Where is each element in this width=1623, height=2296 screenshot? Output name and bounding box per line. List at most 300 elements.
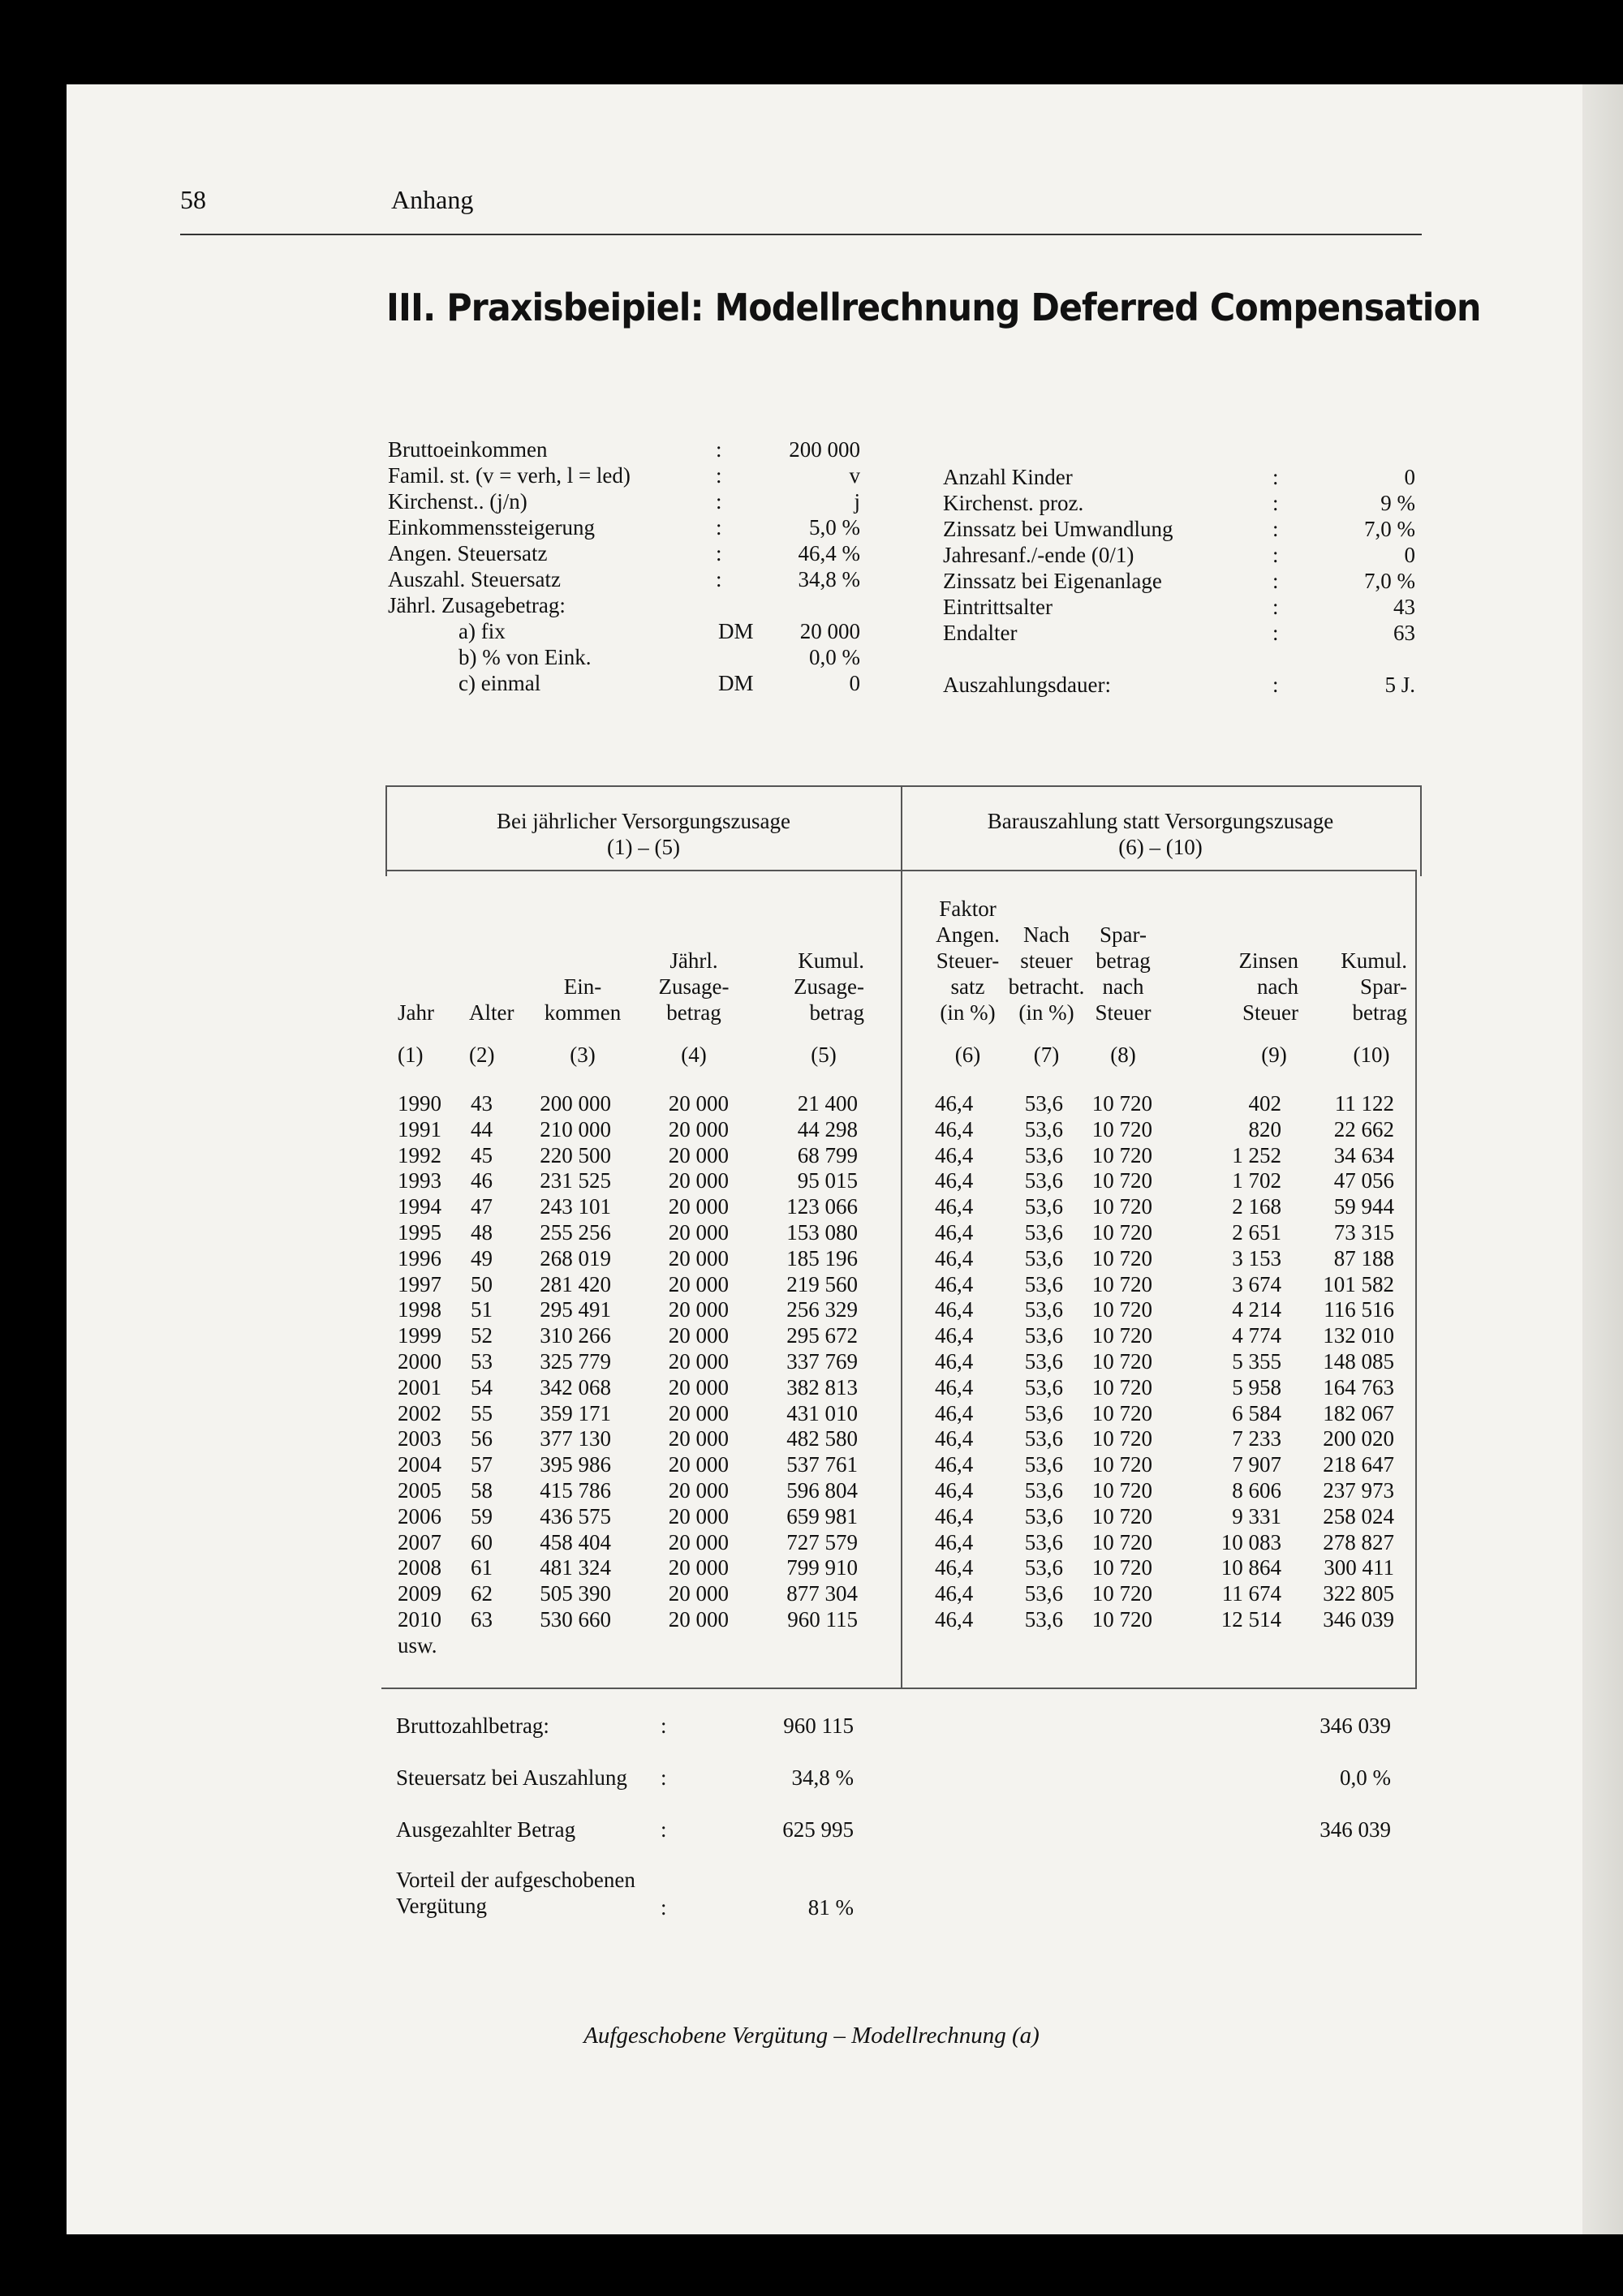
summary-value-deferred: 625 995 <box>782 1817 854 1842</box>
table-cell: 20 000 <box>668 1245 729 1271</box>
table-cell: 20 000 <box>668 1142 729 1167</box>
param-value: 200 000 <box>789 437 860 462</box>
param-label: Einkommenssteigerung <box>388 515 595 540</box>
table-cell: 59 <box>471 1503 493 1529</box>
table-rule <box>381 1688 1417 1689</box>
table-cell: 2009 <box>398 1581 441 1606</box>
table-cell: 53,6 <box>1024 1555 1063 1580</box>
param-separator: : <box>716 567 722 591</box>
table-cell: 337 769 <box>786 1349 858 1374</box>
figure-caption: Aufgeschobene Vergütung – Modellrechnung (a) <box>583 2023 1040 2049</box>
table-cell: 237 973 <box>1323 1478 1394 1503</box>
param-value: v <box>849 463 860 488</box>
param-label: Auszahlungsdauer: <box>943 673 1111 697</box>
table-cell: 799 910 <box>786 1555 858 1580</box>
column-header: Jahr <box>398 1000 434 1025</box>
table-cell: 10 720 <box>1091 1607 1152 1632</box>
column-number: (5) <box>811 1043 837 1067</box>
column-number: (4) <box>681 1043 707 1067</box>
param-value: 9 % <box>1380 491 1415 515</box>
table-rule <box>385 785 1422 787</box>
table-cell: 5 958 <box>1232 1374 1281 1400</box>
table-cell: 7 233 <box>1232 1426 1281 1451</box>
table-cell: 46,4 <box>935 1168 974 1193</box>
table-cell: 46,4 <box>935 1555 974 1580</box>
table-cell: 47 <box>471 1194 493 1219</box>
table-cell: 218 647 <box>1323 1452 1394 1477</box>
column-header: Faktor Angen. Steuer- satz (in %) <box>936 896 1000 1025</box>
param-unit: DM <box>718 619 754 643</box>
param-label: Jahresanf./-ende (0/1) <box>943 543 1134 567</box>
table-cell: 53,6 <box>1024 1349 1063 1374</box>
table-cell: 43 <box>471 1091 493 1116</box>
summary-label: Bruttozahlbetrag: <box>396 1713 549 1738</box>
table-cell: 47 056 <box>1333 1168 1394 1193</box>
table-cell: 482 580 <box>786 1426 858 1451</box>
table-cell: 87 188 <box>1333 1245 1394 1271</box>
table-cell: 3 674 <box>1232 1271 1281 1296</box>
table-cell: 62 <box>471 1581 493 1606</box>
table-cell: 2005 <box>398 1478 441 1503</box>
table-cell: 20 000 <box>668 1091 729 1116</box>
table-cell: 2007 <box>398 1529 441 1554</box>
table-cell: 377 130 <box>540 1426 611 1451</box>
running-header: Anhang <box>391 185 474 214</box>
table-cell: 20 000 <box>668 1220 729 1245</box>
table-cell: 278 827 <box>1323 1529 1394 1554</box>
table-cell: 148 085 <box>1323 1349 1394 1374</box>
table-cell: 53,6 <box>1024 1168 1063 1193</box>
table-cell: 530 660 <box>540 1607 611 1632</box>
table-cell: 5 355 <box>1232 1349 1281 1374</box>
table-cell: 295 491 <box>540 1297 611 1322</box>
table-cell: 11 674 <box>1221 1581 1281 1606</box>
param-value: 34,8 % <box>798 567 860 591</box>
param-label: Angen. Steuersatz <box>388 541 548 565</box>
table-cell: 20 000 <box>668 1607 729 1632</box>
table-cell: 322 805 <box>1323 1581 1394 1606</box>
table-cell: 46,4 <box>935 1271 974 1296</box>
table-cell: 34 634 <box>1333 1142 1394 1167</box>
summary-separator: : <box>661 1713 667 1738</box>
table-cell: 123 066 <box>786 1194 858 1219</box>
table-cell: 46,4 <box>935 1116 974 1142</box>
table-cell: 415 786 <box>540 1478 611 1503</box>
column-header: Zinsen nach Steuer <box>1238 948 1298 1025</box>
table-cell: 10 720 <box>1091 1194 1152 1219</box>
table-cell: 359 171 <box>540 1400 611 1425</box>
table-cell: 20 000 <box>668 1555 729 1580</box>
table-cell: 54 <box>471 1374 493 1400</box>
table-cell: 10 720 <box>1091 1245 1152 1271</box>
page-number: 58 <box>180 185 206 214</box>
table-cell: 281 420 <box>540 1271 611 1296</box>
table-cell: 8 606 <box>1232 1478 1281 1503</box>
column-header: Spar- betrag nach Steuer <box>1095 922 1152 1025</box>
table-cell: 46,4 <box>935 1142 974 1167</box>
summary-value-cash: 346 039 <box>1319 1713 1391 1738</box>
table-cell: 727 579 <box>786 1529 858 1554</box>
table-cell: 20 000 <box>668 1168 729 1193</box>
table-cell: 2010 <box>398 1607 441 1632</box>
header-rule <box>180 234 1422 235</box>
table-cell: 1 252 <box>1232 1142 1281 1167</box>
table-cell: 10 720 <box>1091 1426 1152 1451</box>
param-separator: : <box>1272 465 1279 489</box>
table-cell: 21 400 <box>797 1091 858 1116</box>
param-value: 7,0 % <box>1364 569 1415 593</box>
table-cell: 164 763 <box>1323 1374 1394 1400</box>
param-value: 5,0 % <box>809 515 860 540</box>
table-cell: 9 331 <box>1232 1503 1281 1529</box>
table-cell: 219 560 <box>786 1271 858 1296</box>
summary-label: Vorteil der aufgeschobenen <box>396 1868 635 1892</box>
param-label: a) fix <box>458 619 506 643</box>
table-cell: 877 304 <box>786 1581 858 1606</box>
table-cell: 53,6 <box>1024 1478 1063 1503</box>
table-cell: 53,6 <box>1024 1374 1063 1400</box>
table-cell: 10 720 <box>1091 1529 1152 1554</box>
param-value: 20 000 <box>799 619 860 643</box>
table-cell: 58 <box>471 1478 493 1503</box>
table-cell: 2 168 <box>1232 1194 1281 1219</box>
table-cell: 10 720 <box>1091 1374 1152 1400</box>
param-label: Anzahl Kinder <box>943 465 1073 489</box>
table-cell: 10 720 <box>1091 1452 1152 1477</box>
table-cell: 2000 <box>398 1349 441 1374</box>
param-separator: : <box>1272 543 1279 567</box>
table-cell: 53,6 <box>1024 1116 1063 1142</box>
param-value: 0,0 % <box>809 645 860 669</box>
table-cell: 20 000 <box>668 1426 729 1451</box>
table-cell: 3 153 <box>1232 1245 1281 1271</box>
param-separator: : <box>1272 595 1279 619</box>
table-cell: 505 390 <box>540 1581 611 1606</box>
column-header: Nach steuer betracht. (in %) <box>1008 922 1085 1025</box>
param-value: 0 <box>849 671 860 695</box>
table-cell: 7 907 <box>1232 1452 1281 1477</box>
table-cell: 1998 <box>398 1297 441 1322</box>
table-cell: 1990 <box>398 1091 441 1116</box>
table-rule <box>1420 785 1422 876</box>
table-cell: 46,4 <box>935 1220 974 1245</box>
table-cell: 659 981 <box>786 1503 858 1529</box>
table-cell: 46,4 <box>935 1503 974 1529</box>
table-cell: 255 256 <box>540 1220 611 1245</box>
param-separator: : <box>716 541 722 565</box>
table-cell: 68 799 <box>797 1142 858 1167</box>
param-label: Zinssatz bei Umwandlung <box>943 517 1173 541</box>
table-cell: 46,4 <box>935 1194 974 1219</box>
table-cell: 20 000 <box>668 1116 729 1142</box>
table-cell: 53,6 <box>1024 1503 1063 1529</box>
summary-label: Vergütung <box>396 1894 487 1918</box>
group-range-left: (1) – (5) <box>607 835 680 859</box>
table-cell: 46,4 <box>935 1374 974 1400</box>
table-cell: 20 000 <box>668 1581 729 1606</box>
table-cell: 53,6 <box>1024 1607 1063 1632</box>
table-cell: 310 266 <box>540 1323 611 1348</box>
table-cell: 52 <box>471 1323 493 1348</box>
table-cell: 56 <box>471 1426 493 1451</box>
table-cell: 4 774 <box>1232 1323 1281 1348</box>
param-label: Kirchenst. proz. <box>943 491 1084 515</box>
table-cell: 185 196 <box>786 1245 858 1271</box>
param-value: 7,0 % <box>1364 517 1415 541</box>
table-cell: 53,6 <box>1024 1452 1063 1477</box>
table-cell: 395 986 <box>540 1452 611 1477</box>
table-cell: 960 115 <box>787 1607 858 1632</box>
table-cell: 20 000 <box>668 1297 729 1322</box>
table-cell: 153 080 <box>786 1220 858 1245</box>
table-cell: 10 720 <box>1091 1323 1152 1348</box>
column-number: (6) <box>954 1043 981 1067</box>
table-cell: 210 000 <box>540 1116 611 1142</box>
page-edge <box>1582 84 1623 2234</box>
summary-label: Ausgezahlter Betrag <box>396 1817 576 1842</box>
table-cell: 63 <box>471 1607 493 1632</box>
table-rule <box>385 785 387 876</box>
table-cell: 820 <box>1248 1116 1281 1142</box>
table-cell: 182 067 <box>1323 1400 1394 1425</box>
table-cell: 53,6 <box>1024 1271 1063 1296</box>
table-cell: 53 <box>471 1349 493 1374</box>
table-cell: 46,4 <box>935 1426 974 1451</box>
summary-value-cash: 0,0 % <box>1340 1765 1391 1790</box>
param-value: 43 <box>1393 595 1415 619</box>
summary-value-deferred: 34,8 % <box>791 1765 854 1790</box>
param-label: Endalter <box>943 621 1018 645</box>
table-cell: 46 <box>471 1168 493 1193</box>
table-cell: 53,6 <box>1024 1245 1063 1271</box>
column-number: (7) <box>1033 1043 1060 1067</box>
table-cell: 20 000 <box>668 1452 729 1477</box>
table-cell: 46,4 <box>935 1478 974 1503</box>
table-cell: 12 514 <box>1220 1607 1281 1632</box>
column-number: (2) <box>469 1043 495 1067</box>
table-cell: 53,6 <box>1024 1220 1063 1245</box>
param-separator: : <box>716 463 722 488</box>
table-cell: 59 944 <box>1333 1194 1394 1219</box>
table-cell: 2001 <box>398 1374 441 1400</box>
table-cell: 53,6 <box>1024 1194 1063 1219</box>
table-cell: 10 720 <box>1091 1503 1152 1529</box>
table-cell: 1999 <box>398 1323 441 1348</box>
group-title-right: Barauszahlung statt Versorgungszusage <box>987 809 1334 833</box>
param-separator: : <box>716 437 722 462</box>
table-cell: 537 761 <box>786 1452 858 1477</box>
table-cell: 10 720 <box>1091 1116 1152 1142</box>
summary-value-cash: 346 039 <box>1319 1817 1391 1842</box>
table-cell: 46,4 <box>935 1349 974 1374</box>
column-number: (3) <box>570 1043 596 1067</box>
param-separator: : <box>1272 491 1279 515</box>
group-range-right: (6) – (10) <box>1118 835 1203 859</box>
table-cell: 20 000 <box>668 1323 729 1348</box>
param-separator: : <box>1272 569 1279 593</box>
table-cell: 402 <box>1248 1091 1281 1116</box>
table-cell: 53,6 <box>1024 1091 1063 1116</box>
table-cell: 20 000 <box>668 1349 729 1374</box>
param-unit: DM <box>718 671 754 695</box>
table-cell: 258 024 <box>1323 1503 1394 1529</box>
table-cell: 46,4 <box>935 1323 974 1348</box>
summary-separator: : <box>661 1765 667 1790</box>
table-cell: 295 672 <box>786 1323 858 1348</box>
table-cell: 10 720 <box>1091 1478 1152 1503</box>
column-number: (9) <box>1261 1043 1287 1067</box>
param-label: Jährl. Zusagebetrag: <box>388 593 566 617</box>
table-cell: 44 298 <box>797 1116 858 1142</box>
group-title-left: Bei jährlicher Versorgungszusage <box>497 809 790 833</box>
table-cell: 2003 <box>398 1426 441 1451</box>
param-value: 5 J. <box>1384 673 1415 697</box>
table-cell: 95 015 <box>797 1168 858 1193</box>
table-cell: 53,6 <box>1024 1142 1063 1167</box>
table-cell: 20 000 <box>668 1374 729 1400</box>
table-cell: 220 500 <box>540 1142 611 1167</box>
table-cell: 1996 <box>398 1245 441 1271</box>
table-cell: 10 864 <box>1220 1555 1281 1580</box>
table-cell: 2004 <box>398 1452 441 1477</box>
table-cell: 20 000 <box>668 1478 729 1503</box>
summary-label: Steuersatz bei Auszahlung <box>396 1765 627 1790</box>
table-cell: 4 214 <box>1232 1297 1281 1322</box>
table-cell: 268 019 <box>540 1245 611 1271</box>
table-cell: 10 720 <box>1091 1581 1152 1606</box>
table-rule <box>1415 870 1417 1689</box>
table-cell: 57 <box>471 1452 493 1477</box>
column-header: Jährl. Zusage- betrag <box>658 948 730 1025</box>
table-continuation: usw. <box>398 1632 437 1658</box>
param-separator: : <box>716 489 722 514</box>
param-label: Famil. st. (v = verh, l = led) <box>388 463 631 488</box>
table-cell: 44 <box>471 1116 493 1142</box>
table-cell: 11 122 <box>1334 1091 1394 1116</box>
table-cell: 46,4 <box>935 1400 974 1425</box>
table-cell: 53,6 <box>1024 1297 1063 1322</box>
param-value: 46,4 % <box>798 541 860 565</box>
table-cell: 53,6 <box>1024 1581 1063 1606</box>
column-header: Alter <box>469 1000 514 1025</box>
table-rule <box>901 785 902 1688</box>
table-cell: 50 <box>471 1271 493 1296</box>
table-cell: 200 020 <box>1323 1426 1394 1451</box>
param-value: j <box>854 489 860 514</box>
table-cell: 46,4 <box>935 1297 974 1322</box>
table-cell: 10 720 <box>1091 1297 1152 1322</box>
summary-value-deferred: 960 115 <box>783 1713 854 1738</box>
table-cell: 10 720 <box>1091 1168 1152 1193</box>
table-cell: 382 813 <box>786 1374 858 1400</box>
param-label: c) einmal <box>458 671 541 695</box>
table-cell: 10 720 <box>1091 1400 1152 1425</box>
table-cell: 436 575 <box>540 1503 611 1529</box>
summary-value-deferred: 81 % <box>807 1895 854 1920</box>
table-cell: 10 720 <box>1091 1142 1152 1167</box>
table-cell: 2006 <box>398 1503 441 1529</box>
table-cell: 300 411 <box>1324 1555 1394 1580</box>
table-cell: 46,4 <box>935 1091 974 1116</box>
table-cell: 49 <box>471 1245 493 1271</box>
table-cell: 10 720 <box>1091 1349 1152 1374</box>
column-number: (8) <box>1110 1043 1136 1067</box>
table-cell: 46,4 <box>935 1581 974 1606</box>
table-cell: 6 584 <box>1232 1400 1281 1425</box>
param-separator: : <box>1272 517 1279 541</box>
table-cell: 1 702 <box>1232 1168 1281 1193</box>
table-cell: 10 720 <box>1091 1091 1152 1116</box>
param-separator: : <box>716 515 722 540</box>
table-cell: 256 329 <box>786 1297 858 1322</box>
table-cell: 10 720 <box>1091 1271 1152 1296</box>
table-cell: 2 651 <box>1232 1220 1281 1245</box>
table-cell: 20 000 <box>668 1194 729 1219</box>
param-label: Auszahl. Steuersatz <box>388 567 561 591</box>
table-cell: 53,6 <box>1024 1426 1063 1451</box>
table-cell: 1992 <box>398 1142 441 1167</box>
table-cell: 51 <box>471 1297 493 1322</box>
param-label: Bruttoeinkommen <box>388 437 548 462</box>
column-header: Kumul. Zusage- betrag <box>794 948 864 1025</box>
table-cell: 20 000 <box>668 1271 729 1296</box>
table-cell: 132 010 <box>1323 1323 1394 1348</box>
param-value: 0 <box>1404 543 1415 567</box>
table-cell: 1997 <box>398 1271 441 1296</box>
table-cell: 53,6 <box>1024 1323 1063 1348</box>
table-cell: 46,4 <box>935 1245 974 1271</box>
table-cell: 46,4 <box>935 1452 974 1477</box>
param-separator: : <box>1272 621 1279 645</box>
table-cell: 231 525 <box>540 1168 611 1193</box>
table-cell: 1994 <box>398 1194 441 1219</box>
table-cell: 596 804 <box>786 1478 858 1503</box>
param-separator: : <box>1272 673 1279 697</box>
table-cell: 1991 <box>398 1116 441 1142</box>
column-header: Ein- kommen <box>544 974 622 1025</box>
table-cell: 342 068 <box>540 1374 611 1400</box>
table-cell: 1993 <box>398 1168 441 1193</box>
table-cell: 458 404 <box>540 1529 611 1554</box>
param-label: Zinssatz bei Eigenanlage <box>943 569 1162 593</box>
table-cell: 10 720 <box>1091 1555 1152 1580</box>
param-value: 0 <box>1404 465 1415 489</box>
table-cell: 45 <box>471 1142 493 1167</box>
param-label: b) % von Eink. <box>458 645 592 669</box>
table-cell: 73 315 <box>1333 1220 1394 1245</box>
param-label: Eintrittsalter <box>943 595 1053 619</box>
table-cell: 48 <box>471 1220 493 1245</box>
table-cell: 2008 <box>398 1555 441 1580</box>
table-cell: 346 039 <box>1323 1607 1394 1632</box>
table-cell: 481 324 <box>540 1555 611 1580</box>
page-title: III. Praxisbeipiel: Modellrechnung Deferred Compensation <box>386 286 1481 329</box>
table-cell: 200 000 <box>540 1091 611 1116</box>
column-number: (1) <box>398 1043 424 1067</box>
summary-separator: : <box>661 1817 667 1842</box>
table-cell: 53,6 <box>1024 1400 1063 1425</box>
column-header: Kumul. Spar- betrag <box>1341 948 1407 1025</box>
table-cell: 10 083 <box>1220 1529 1281 1554</box>
table-cell: 46,4 <box>935 1607 974 1632</box>
table-cell: 1995 <box>398 1220 441 1245</box>
table-cell: 10 720 <box>1091 1220 1152 1245</box>
table-cell: 46,4 <box>935 1529 974 1554</box>
table-cell: 243 101 <box>540 1194 611 1219</box>
table-cell: 101 582 <box>1323 1271 1394 1296</box>
table-cell: 325 779 <box>540 1349 611 1374</box>
table-cell: 116 516 <box>1324 1297 1394 1322</box>
